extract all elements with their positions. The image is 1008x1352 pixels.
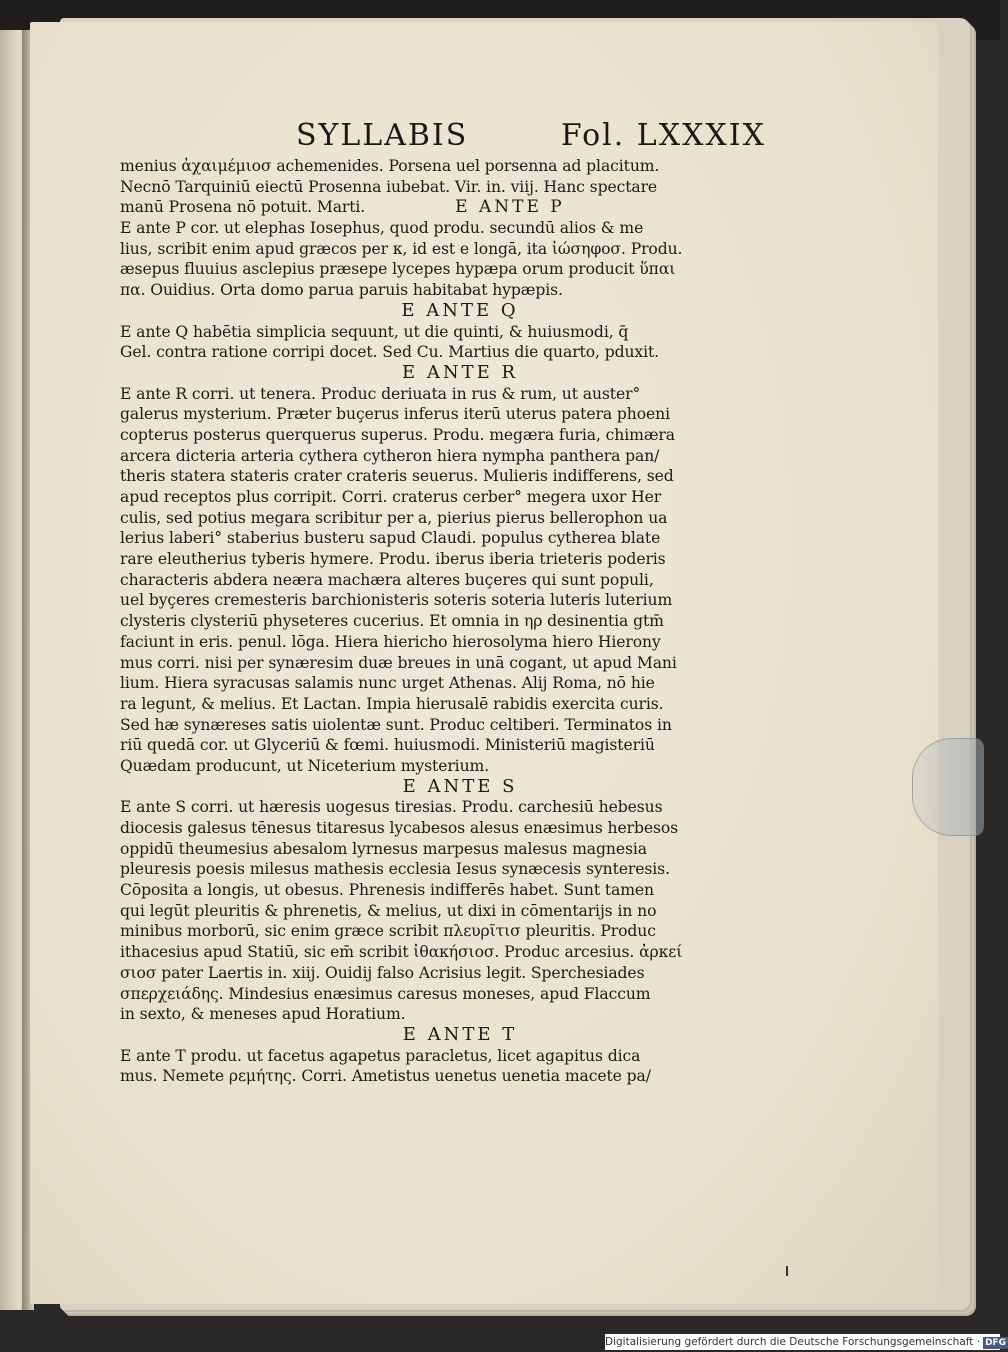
text-line: Gel. contra ratione corripi docet. Sed Cu. Martius die quarto, pduxit. [120,343,660,362]
text-line: minibus morborū, sic enim græce scribit πλευρῖτισ pleuritis. Produc [120,922,656,941]
page-mark [786,1266,788,1276]
folio-number: Fol. LXXXIX [560,118,766,153]
text-line: arcera dicteria arteria cythera cytheron hiera nympha panthera pan/ [120,446,660,465]
text-line: rare eleutherius tyberis hymere. Produ. iberus iberia trieteris poderis [120,550,666,569]
dfg-logo-icon: DFG [985,1338,1007,1348]
text-line: faciunt in eris. penul. lōga. Hiera hiericho hierosolyma hiero Hierony [120,632,661,651]
text-line: Necnō Tarquiniū eiectū Prosenna iubebat. Vir. in. viij. Hanc spectare [120,177,658,196]
page-clip [912,738,984,836]
text-line: E ante P cor. ut elephas Iosephus, quod produ. secundū alios & me [120,219,644,238]
text-line: lium. Hiera syracusas salamis nunc urget Athenas. Alij Roma, nō hie [120,674,655,693]
section-heading: E ANTE T [402,1023,518,1045]
text-line: characteris abdera neæra machæra alteres buçeres qui sunt populi, [120,570,654,589]
text-line: E ante S corri. ut hæresis uogesus tiresias. Produ. carchesiū hebesus [120,798,663,817]
text-line: E ante Q habētia simplicia sequunt, ut die quinti, & huiusmodi, q̄ [120,322,629,341]
text-line: lius, scribit enim apud græcos per κ, id est e longā, ita ἰώσηφοσ. Produ. [120,239,683,258]
text-line: ithacesius apud Statiū, sic em̄ scribit ἰθακήσιοσ. Produc arcesius. ἀρκεί [120,943,683,962]
text-line: in sexto, & meneses apud Horatium. [120,1005,406,1024]
text-line: culis, sed potius megara scribitur per a, pierius pierus bellerophon ua [120,508,668,527]
text-line: diocesis galesus tēnesus titaresus lycabesos alesus enæsimus herbesos [120,819,679,837]
page-header [296,118,766,158]
text-line: menius ἀχαιμέμιοσ achemenides. Porsena uel porsenna ad placitum. [120,157,660,175]
text-line: copterus posterus querquerus superus. Produ. megæra furia, chimæra [120,425,675,444]
footer-credit [605,1334,1007,1350]
text-line: σιοσ pater Laertis in. xiij. Ouidij falso Acrisius legit. Sperchesiades [120,963,645,982]
text-line: Sed hæ synæreses satis uiolentæ sunt. Produc celtiberi. Terminatos in [120,715,672,734]
text-line: σπερχειάδης. Mindesius enæsimus caresus moneses, apud Flaccum [120,984,651,1003]
text-line: mus corri. nisi per synæresim duæ breues in unā cogant, ut apud Mani [120,653,677,672]
text-line: theris statera stateris crater crateris seuerus. Mulieris indifferens, sed [120,467,674,486]
text-line: Quædam producunt, ut Niceterium mysterium. [120,756,490,775]
text-line: ra legunt, & melius. Et Lactan. Impia hierusalē rabidis exercita curis. [120,694,664,713]
section-heading: E ANTE Q [401,299,519,321]
text-line: mus. Nemete ρεμήτης. Corri. Ametistus uenetus uenetia macete pa/ [120,1067,651,1086]
text-line: uel byçeres cremesteris barchionisteris soteris soteria luteris luterium [120,591,673,610]
text-line: lerius laberi° staberius busteru sapud Claudi. populus cytherea blate [120,529,661,548]
text-line: E ante T produ. ut facetus agapetus paracletus, licet agapitus dica [120,1046,641,1065]
text-line: πα. Ouidius. Orta domo parua paruis habitabat hypæpis. [120,281,563,300]
text-line: E ante R corri. ut tenera. Produc deriuata in rus & rum, ut auster° [120,384,641,403]
text-line: riū quedā cor. ut Glyceriū & fœmi. huiusmodi. Ministeriū magisteriū [120,736,655,755]
text-line: galerus mysterium. Præter buçerus inferus iterū uterus patera phoeni [120,405,670,424]
text-line: apud receptos plus corripit. Corri. craterus cerber° megera uxor Her [120,488,662,506]
text-line: pleuresis poesis milesus mathesis ecclesia Iesus synæcesis synteresis. [120,860,670,879]
text-line: clysteris clysteriū physeteres cucerius. Et omnia in ηρ desinentia gtm̄ [120,612,664,631]
text-line: manū Prosena nō potuit. Marti. E ANTE P [120,197,565,218]
section-heading: E ANTE S [402,775,518,797]
text-line: Cōposita a longis, ut obesus. Phrenesis indifferēs habet. Sunt tamen [120,881,654,900]
running-title: SYLLABIS [296,118,469,153]
text-line: qui legūt pleuritis & phrenetis, & melius, ut dixi in cōmentarijs in no [120,901,657,920]
page-body-text [120,156,760,1087]
section-heading: E ANTE R [401,361,519,383]
text-line: æsepus fluuius asclepius præsepe lycepes hypæpa orum producit ὕπαι [120,260,676,279]
section-heading: E ANTE P [455,197,565,218]
footer-text: Digitalisierung gefördert durch die Deutsche Forschungsgemeinschaft · [605,1336,981,1348]
text-line: oppidū theumesius abesalom lyrnesus marpesus malesus magnesia [120,839,647,858]
